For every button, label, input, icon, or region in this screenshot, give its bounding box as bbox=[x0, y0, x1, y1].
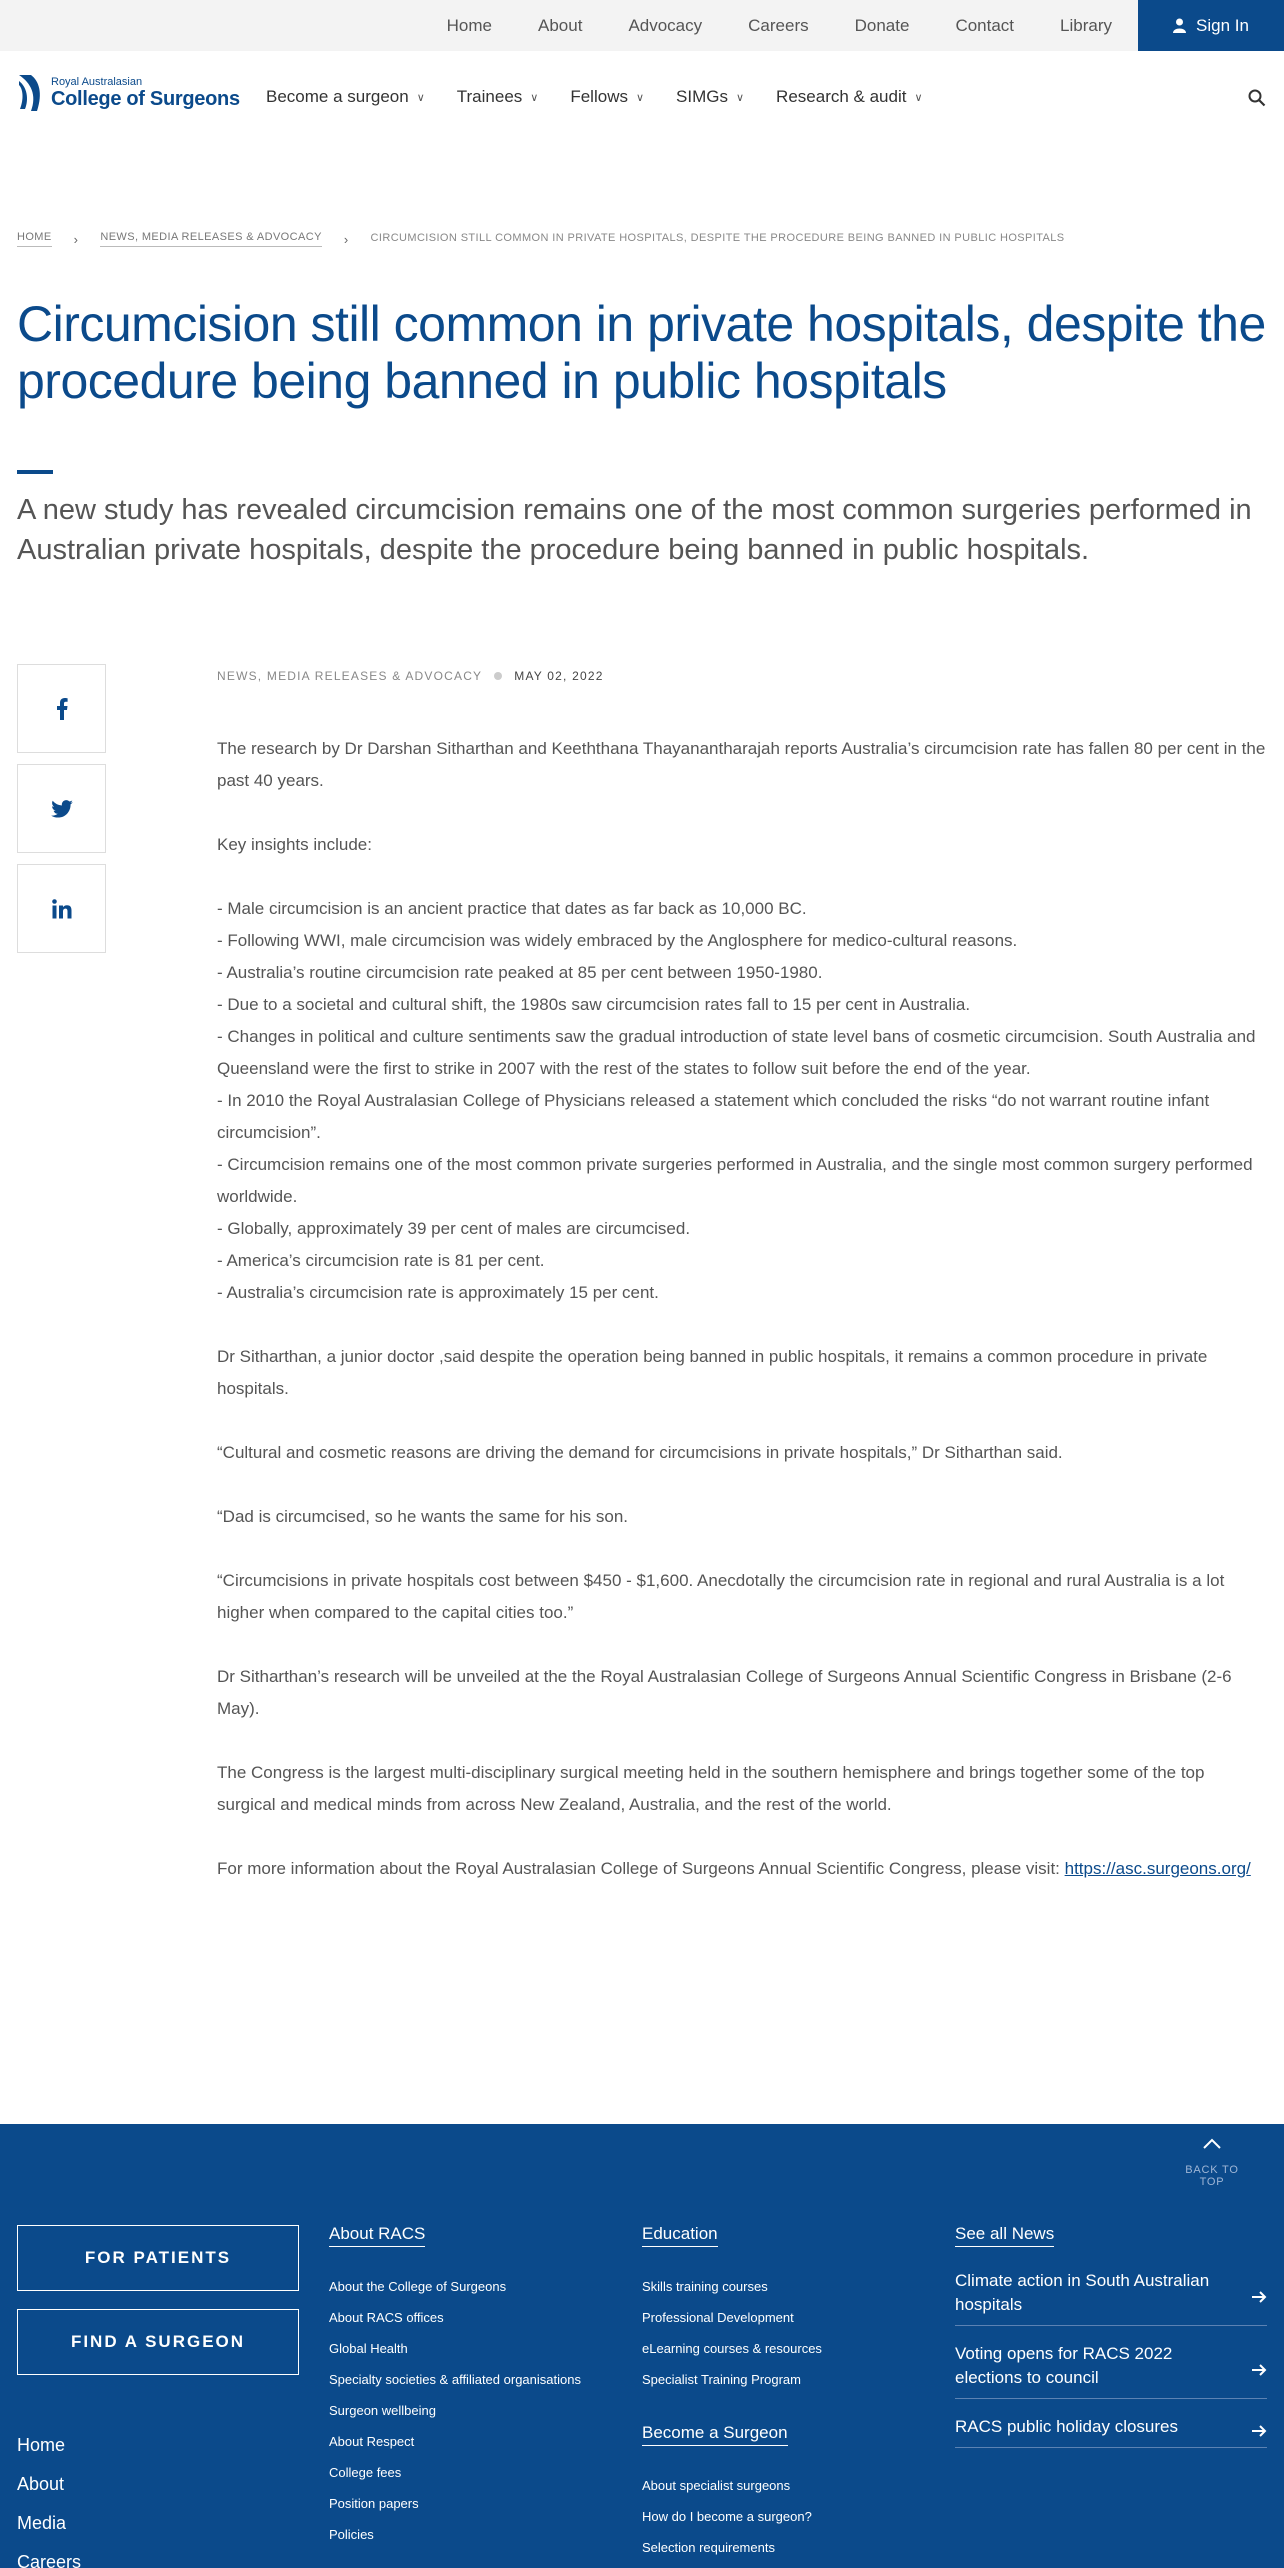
article-paragraph bbox=[217, 1853, 1267, 1885]
news-item-title: Voting opens for RACS 2022 elections to council bbox=[955, 2344, 1173, 2387]
footer-link[interactable]: Skills training courses bbox=[642, 2279, 768, 2294]
insight-item: - Following WWI, male circumcision was widely embraced by the Anglosphere for medico-cultural reasons. bbox=[217, 931, 1018, 950]
congress-link[interactable]: https://asc.surgeons.org/ bbox=[1064, 1859, 1251, 1878]
more-info-text: For more information about the Royal Australasian College of Surgeons Annual Scientific Congress, please visit: bbox=[217, 1859, 1065, 1878]
news-item-title: RACS public holiday closures bbox=[955, 2417, 1178, 2436]
news-item[interactable] bbox=[955, 2415, 1267, 2448]
utility-bar bbox=[0, 0, 1284, 51]
nav-research-audit[interactable] bbox=[776, 87, 922, 107]
footer-link[interactable]: Specialist Training Program bbox=[642, 2372, 801, 2387]
nav-trainees[interactable] bbox=[457, 87, 539, 107]
breadcrumb-section[interactable]: NEWS, MEDIA RELEASES & ADVOCACY bbox=[100, 231, 321, 247]
footer-nav-about[interactable]: About bbox=[17, 2474, 65, 2494]
arrow-right-icon bbox=[1251, 2423, 1267, 2439]
article-paragraph: Dr Sitharthan’s research will be unveiled at the the Royal Australasian College of Surgeons Annual Scientific Congress in Brisbane (2-6 May). bbox=[217, 1667, 1232, 1718]
logo-small-text: Royal Australasian bbox=[51, 76, 143, 88]
footer-education-column bbox=[642, 2224, 822, 2563]
insight-item: - Australia’s circumcision rate is approximately 15 per cent. bbox=[217, 1283, 659, 1302]
breadcrumb-home[interactable]: HOME bbox=[17, 231, 52, 247]
footer-link[interactable]: Selection requirements bbox=[642, 2540, 775, 2555]
share-facebook-button[interactable] bbox=[17, 664, 106, 753]
footer-link[interactable]: eLearning courses & resources bbox=[642, 2341, 822, 2356]
search-icon[interactable] bbox=[1248, 89, 1266, 107]
insight-item: - America’s circumcision rate is 81 per cent. bbox=[217, 1251, 545, 1270]
back-to-top-label: BACK TO TOP bbox=[1185, 2164, 1239, 2188]
logo-mark-icon bbox=[17, 73, 45, 113]
chevron-down-icon: ∨ bbox=[530, 91, 539, 104]
sign-in-label: Sign In bbox=[1196, 15, 1249, 35]
article-paragraph: “Cultural and cosmetic reasons are driving the demand for circumcisions in private hospitals,” Dr Sitharthan said. bbox=[217, 1443, 1063, 1462]
footer-link[interactable]: Specialty societies & affiliated organisations bbox=[329, 2372, 581, 2387]
nav-fellows[interactable] bbox=[570, 87, 644, 107]
footer-news-heading[interactable]: See all News bbox=[955, 2224, 1054, 2247]
nav-label: Become a surgeon bbox=[266, 87, 409, 106]
main-nav bbox=[0, 51, 1284, 151]
footer-link[interactable]: About specialist surgeons bbox=[642, 2478, 791, 2493]
article-body bbox=[217, 733, 1267, 1917]
utility-link-contact[interactable]: Contact bbox=[955, 15, 1015, 35]
utility-link-library[interactable]: Library bbox=[1060, 15, 1112, 35]
insight-item: - Changes in political and culture sentiments saw the gradual introduction of state level bans of cosmetic circumcision. South Australia and Queensland were the first to strike in 2007 with the rest of the states to follow suit before the end of the year. bbox=[217, 1027, 1256, 1078]
footer-link[interactable]: About RACS offices bbox=[329, 2310, 444, 2325]
user-icon bbox=[1173, 18, 1186, 33]
twitter-icon bbox=[51, 800, 73, 818]
utility-link-home[interactable]: Home bbox=[446, 15, 492, 35]
find-a-surgeon-button[interactable]: FIND A SURGEON bbox=[17, 2309, 299, 2375]
article-paragraph: The research by Dr Darshan Sitharthan and Keeththana Thayanantharajah reports Australia’s circumcision rate has fallen 80 per cent in the past 40 years. bbox=[217, 739, 1266, 790]
insight-item: - Due to a societal and cultural shift, the 1980s saw circumcision rates fall to 15 per cent in Australia. bbox=[217, 995, 971, 1014]
racs-logo[interactable] bbox=[17, 73, 240, 113]
footer-nav-home[interactable]: Home bbox=[17, 2435, 66, 2455]
insight-item: - Globally, approximately 39 per cent of males are circumcised. bbox=[217, 1219, 691, 1238]
logo-big-text: College of Surgeons bbox=[51, 88, 240, 110]
back-to-top-button[interactable] bbox=[1172, 2136, 1252, 2188]
chevron-right-icon: › bbox=[343, 231, 349, 247]
utility-link-donate[interactable]: Donate bbox=[854, 15, 910, 35]
nav-become-a-surgeon[interactable] bbox=[266, 87, 425, 107]
utility-links bbox=[401, 0, 1112, 51]
for-patients-button[interactable]: FOR PATIENTS bbox=[17, 2225, 299, 2291]
insight-item: - In 2010 the Royal Australasian College of Physicians released a statement which concluded the risks “do not warrant routine infant circumcision”. bbox=[217, 1091, 1210, 1142]
footer-link[interactable]: College fees bbox=[329, 2465, 402, 2480]
footer-nav-media[interactable]: Media bbox=[17, 2513, 67, 2533]
footer-about-column bbox=[329, 2224, 581, 2550]
nav-label: Research & audit bbox=[776, 87, 907, 106]
breadcrumb-current: CIRCUMCISION STILL COMMON IN PRIVATE HOSPITALS, DESPITE THE PROCEDURE BEING BANNED IN PUBLIC HOSPITALS bbox=[370, 231, 1065, 244]
article-paragraph: Key insights include: bbox=[217, 835, 372, 854]
news-item-title: Climate action in South Australian hospitals bbox=[955, 2271, 1210, 2314]
chevron-up-icon bbox=[1172, 2136, 1252, 2150]
footer-about-heading[interactable]: About RACS bbox=[329, 2224, 425, 2247]
news-item[interactable] bbox=[955, 2269, 1267, 2326]
insights-list bbox=[217, 893, 1267, 1309]
insight-item: - Australia’s routine circumcision rate peaked at 85 per cent between 1950-1980. bbox=[217, 963, 823, 982]
breadcrumb bbox=[17, 231, 1065, 247]
footer-education-heading[interactable]: Education bbox=[642, 2224, 718, 2247]
footer-nav-careers[interactable]: Careers bbox=[17, 2552, 82, 2568]
utility-link-careers[interactable]: Careers bbox=[748, 15, 809, 35]
chevron-down-icon: ∨ bbox=[416, 91, 425, 104]
meta-separator-dot bbox=[494, 672, 502, 680]
footer-become-heading[interactable]: Become a Surgeon bbox=[642, 2423, 788, 2446]
linkedin-icon bbox=[52, 899, 72, 919]
article-paragraph: Dr Sitharthan, a junior doctor ,said despite the operation being banned in public hospitals, it remains a common procedure in private hospitals. bbox=[217, 1347, 1208, 1398]
chevron-down-icon: ∨ bbox=[914, 91, 923, 104]
utility-link-advocacy[interactable]: Advocacy bbox=[628, 15, 703, 35]
chevron-down-icon: ∨ bbox=[735, 91, 745, 104]
chevron-down-icon: ∨ bbox=[635, 91, 645, 104]
footer-link[interactable]: Professional Development bbox=[642, 2310, 794, 2325]
article-paragraph: “Circumcisions in private hospitals cost between $450 - $1,600. Anecdotally the circumcision rate in regional and rural Australia is a lot higher when compared to the capital cities too.” bbox=[217, 1571, 1225, 1622]
article-paragraph: The Congress is the largest multi-disciplinary surgical meeting held in the southern hemisphere and brings together some of the top surgical and medical minds from across New Zealand, Australia, and the rest of the world. bbox=[217, 1763, 1205, 1814]
nav-simgs[interactable] bbox=[676, 87, 744, 107]
title-divider bbox=[17, 470, 53, 474]
footer-link[interactable]: Position papers bbox=[329, 2496, 419, 2511]
footer-link[interactable]: About the College of Surgeons bbox=[329, 2279, 507, 2294]
article-paragraph: “Dad is circumcised, so he wants the same for his son. bbox=[217, 1507, 628, 1526]
share-twitter-button[interactable] bbox=[17, 764, 106, 853]
footer-link[interactable]: About Respect bbox=[329, 2434, 415, 2449]
facebook-icon bbox=[56, 698, 68, 720]
footer-link[interactable]: How do I become a surgeon? bbox=[642, 2509, 812, 2524]
footer-link[interactable]: Surgeon wellbeing bbox=[329, 2403, 436, 2418]
footer-news-column bbox=[955, 2224, 1267, 2464]
footer-link[interactable]: Policies bbox=[329, 2527, 374, 2542]
nav-label: SIMGs bbox=[676, 87, 728, 106]
insight-item: - Circumcision remains one of the most common private surgeries performed in Australia, and the single most common surgery performed worldwide. bbox=[217, 1155, 1253, 1206]
page-title: Circumcision still common in private hospitals, despite the procedure being banned in public hospitals bbox=[17, 296, 1266, 409]
footer-nav bbox=[17, 2426, 81, 2568]
article-lead: A new study has revealed circumcision remains one of the most common surgeries performed in Australian private hospitals, despite the procedure being banned in public hospitals. bbox=[17, 494, 1252, 566]
news-item[interactable] bbox=[955, 2342, 1267, 2399]
article-meta bbox=[217, 669, 604, 683]
footer-link[interactable]: Global Health bbox=[329, 2341, 408, 2356]
insight-item: - Male circumcision is an ancient practice that dates as far back as 10,000 BC. bbox=[217, 899, 807, 918]
article-date: MAY 02, 2022 bbox=[514, 669, 604, 683]
utility-link-about[interactable]: About bbox=[538, 15, 583, 35]
sign-in-button[interactable] bbox=[1138, 0, 1284, 51]
nav-label: Fellows bbox=[570, 87, 628, 106]
share-linkedin-button[interactable] bbox=[17, 864, 106, 953]
arrow-right-icon bbox=[1251, 2362, 1267, 2378]
nav-label: Trainees bbox=[456, 87, 523, 106]
article-category[interactable]: NEWS, MEDIA RELEASES & ADVOCACY bbox=[217, 669, 483, 683]
chevron-right-icon: › bbox=[73, 231, 79, 247]
arrow-right-icon bbox=[1251, 2289, 1267, 2305]
